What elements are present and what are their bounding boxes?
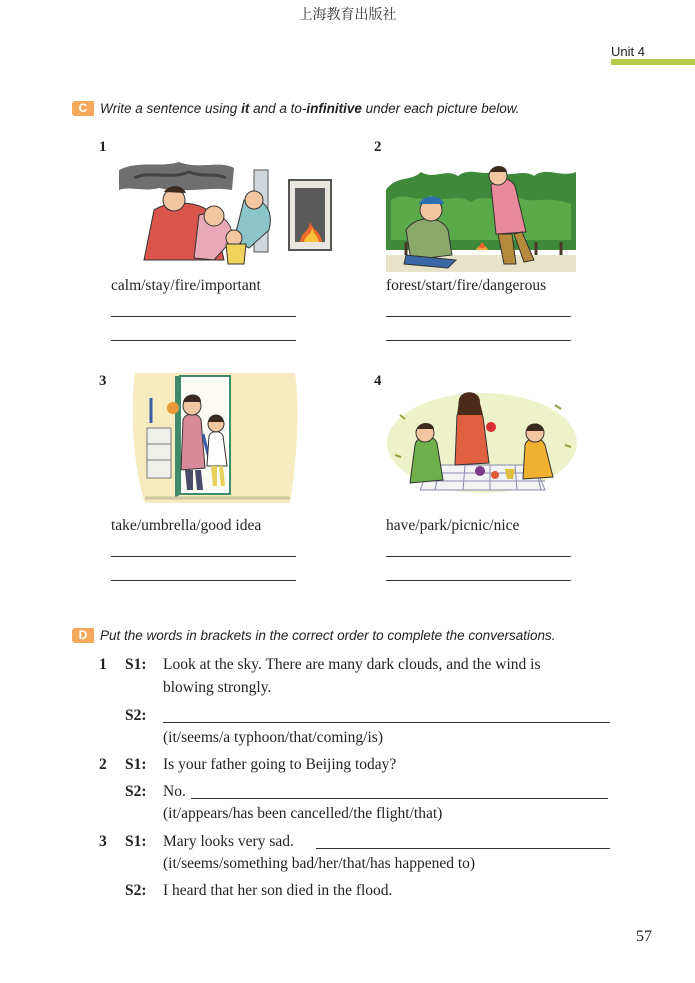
answer-blank[interactable] bbox=[163, 706, 610, 723]
unit-label: Unit 4 bbox=[611, 44, 645, 59]
section-d-badge: D bbox=[72, 628, 94, 643]
dialogue-line: Look at the sky. There are many dark clouds, and the wind is bbox=[163, 656, 541, 673]
illustration-mother-daughter-at-door bbox=[125, 368, 300, 508]
instruction-text: Write a sentence using bbox=[100, 101, 242, 116]
speaker-label: S1: bbox=[125, 756, 147, 773]
word-hint: (it/seems/a typhoon/that/coming/is) bbox=[163, 729, 383, 746]
dialogue-line: I heard that her son died in the flood. bbox=[163, 882, 393, 899]
item-prompt: forest/start/fire/dangerous bbox=[386, 277, 547, 294]
section-c-badge: C bbox=[72, 101, 94, 116]
item-prompt: take/umbrella/good idea bbox=[111, 517, 262, 534]
answer-blank[interactable] bbox=[191, 782, 608, 799]
word-hint: (it/appears/has been cancelled/the flight/that) bbox=[163, 805, 443, 822]
dialogue-line: Is your father going to Beijing today? bbox=[163, 756, 397, 773]
item-number: 3 bbox=[99, 373, 107, 389]
conversation-number: 3 bbox=[99, 833, 107, 850]
publisher-header: 上海教育出版社 bbox=[298, 7, 397, 23]
illustration-campers-in-forest bbox=[386, 160, 576, 272]
item-number: 4 bbox=[374, 373, 382, 389]
instruction-text: under each picture below. bbox=[361, 101, 520, 116]
answer-line[interactable] bbox=[386, 580, 571, 581]
speaker-label: S2: bbox=[125, 707, 147, 724]
speaker-label: S1: bbox=[125, 656, 147, 673]
answer-line[interactable] bbox=[111, 580, 296, 581]
instruction-bold-infinitive: infinitive bbox=[306, 101, 362, 116]
illustration-family-picnic-in-park bbox=[385, 385, 580, 495]
answer-line[interactable] bbox=[386, 316, 571, 317]
conversation-number: 2 bbox=[99, 756, 107, 773]
answer-line[interactable] bbox=[386, 340, 571, 341]
item-prompt: calm/stay/fire/important bbox=[111, 277, 261, 294]
speaker-label: S2: bbox=[125, 783, 147, 800]
speaker-label: S1: bbox=[125, 833, 147, 850]
illustration-family-escaping-fire bbox=[114, 160, 332, 272]
item-number: 2 bbox=[374, 139, 382, 155]
dialogue-line: No. bbox=[163, 783, 186, 800]
answer-line[interactable] bbox=[111, 556, 296, 557]
answer-line[interactable] bbox=[111, 316, 296, 317]
conversation-number: 1 bbox=[99, 656, 107, 673]
instruction-text: Put the words in brackets in the correct order to complete the conversations. bbox=[100, 628, 556, 643]
answer-line[interactable] bbox=[111, 340, 296, 341]
section-d-instruction bbox=[72, 628, 555, 643]
speaker-label: S2: bbox=[125, 882, 147, 899]
section-c-instruction bbox=[72, 101, 520, 116]
instruction-bold-it: it bbox=[241, 101, 250, 116]
dialogue-line: Mary looks very sad. bbox=[163, 833, 294, 850]
item-number: 1 bbox=[99, 139, 107, 155]
page-number: 57 bbox=[636, 928, 652, 945]
word-hint: (it/seems/something bad/her/that/has happened to) bbox=[163, 855, 476, 872]
instruction-text: and a to- bbox=[249, 101, 307, 116]
unit-accent-bar bbox=[611, 59, 695, 65]
answer-line[interactable] bbox=[386, 556, 571, 557]
item-prompt: have/park/picnic/nice bbox=[386, 517, 520, 534]
dialogue-line: blowing strongly. bbox=[163, 679, 272, 696]
answer-blank[interactable] bbox=[316, 832, 610, 849]
